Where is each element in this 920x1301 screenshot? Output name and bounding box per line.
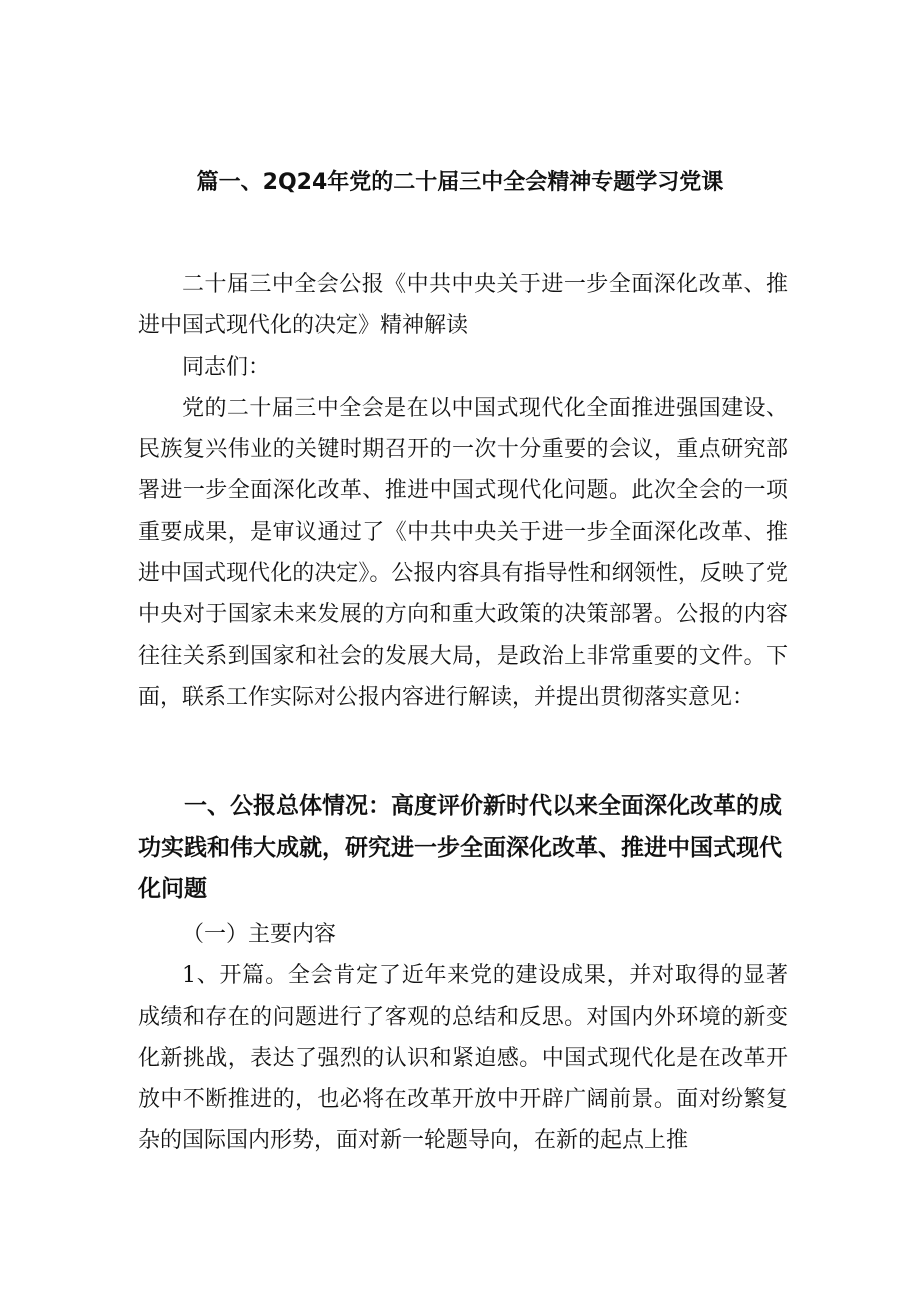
point-1-paragraph: 1、开篇。全会肯定了近年来党的建设成果，并对取得的显著成绩和存在的问题进行了客观的总结和反思。对国内外环境的新变化新挑战，表达了强烈的认识和紧迫感。中国式现代化是在改革开放中不断推进的，也必将在改革开放中开辟广阔前景。面对纷繁复杂的国际国内形势，面对新一轮题导向，在新的起点上推 [138, 963, 788, 1154]
document-title: 篇一、2Q24年党的二十届三中全会精神专题学习党课 [196, 170, 724, 195]
subtitle-paragraph: 二十届三中全会公报《中共中央关于进一步全面深化改革、推进中国式现代化的决定》精神解读 [138, 272, 788, 339]
section-1-body [138, 914, 788, 1162]
greeting-paragraph: 同志们： [182, 354, 271, 380]
section-1-heading: 一、公报总体情况：高度评价新时代以来全面深化改革的成功实践和伟大成就，研究进一步全面深化改革、推进中国式现代化问题 [138, 793, 782, 902]
intro-paragraph: 党的二十届三中全会是在以中国式现代化全面推进强国建设、民族复兴伟业的关键时期召开的一次十分重要的会议，重点研究部署进一步全面深化改革、推进中国式现代化问题。此次全会的一项重要成果，是审议通过了《中共中央关于进一步全面深化改革、推进中国式现代化的决定》。公报内容具有指导性和纲领性，反映了党中央对于国家未来发展的方向和重大政策的决策部署。公报的内容往往关系到国家和社会的发展大局，是政治上非常重要的文件。下面，联系工作实际对公报内容进行解读，并提出贯彻落实意见： [138, 395, 788, 710]
subsection-1-heading: （一）主要内容 [182, 922, 337, 947]
document-body [138, 264, 788, 718]
